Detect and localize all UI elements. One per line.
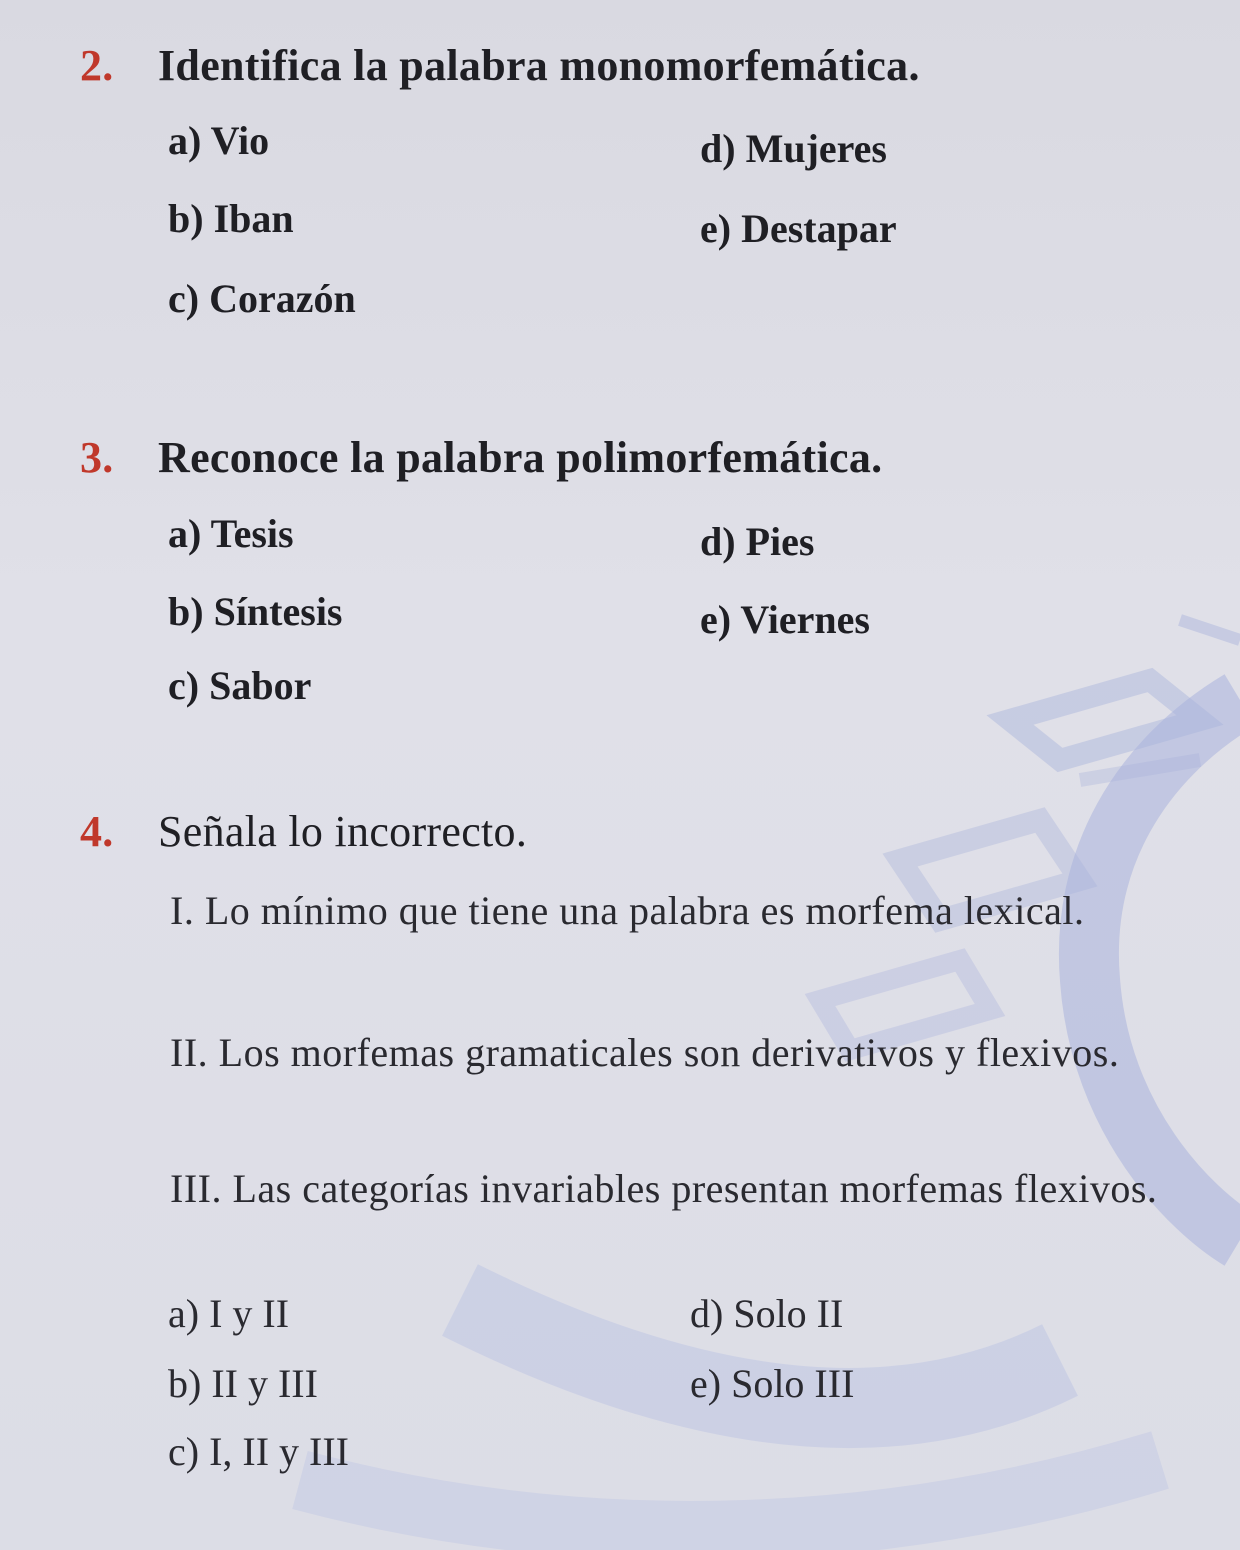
question-4-option-c[interactable]: c) I, II y III [168,1429,349,1474]
question-3-number: 3. [80,433,114,482]
question-2-heading [80,40,920,91]
question-2-option-e[interactable]: e) Destapar [700,206,897,251]
question-3-option-c[interactable]: c) Sabor [168,663,312,708]
question-4-option-e[interactable]: e) Solo III [690,1361,855,1406]
question-3-heading [80,432,882,483]
question-4-option-b[interactable]: b) II y III [168,1361,318,1406]
statement-text: Los morfemas gramaticales son derivativos y flexivos. [218,1030,1120,1075]
question-3-option-b[interactable]: b) Síntesis [168,589,343,634]
question-3-option-a[interactable]: a) Tesis [168,511,294,556]
question-4-statement-3 [170,1158,1210,1220]
question-2-option-d[interactable]: d) Mujeres [700,126,887,171]
statement-label: I. [170,888,195,933]
question-4-heading [80,806,527,857]
question-3-option-d[interactable]: d) Pies [700,519,815,564]
question-2-option-a[interactable]: a) Vio [168,118,270,163]
question-2-option-b[interactable]: b) Iban [168,196,294,241]
statement-label: II. [170,1030,209,1075]
question-4-prompt: Señala lo incorrecto. [158,807,528,856]
question-4-option-d[interactable]: d) Solo II [690,1291,844,1336]
question-4-statement-2 [170,1022,1210,1084]
question-2-number: 2. [80,41,114,90]
question-4-option-a[interactable]: a) I y II [168,1291,290,1336]
statement-label: III. [170,1166,222,1211]
question-3-option-e[interactable]: e) Viernes [700,597,870,642]
question-3-prompt: Reconoce la palabra polimorfemática. [158,433,883,482]
question-2-prompt: Identifica la palabra monomorfemática. [158,41,920,90]
question-4-number: 4. [80,807,114,856]
question-2-option-c[interactable]: c) Corazón [168,276,356,321]
question-4-statement-1 [170,880,1210,942]
statement-text: Lo mínimo que tiene una palabra es morfema lexical. [204,888,1085,933]
statement-text: Las categorías invariables presentan morfemas flexivos. [232,1166,1158,1211]
